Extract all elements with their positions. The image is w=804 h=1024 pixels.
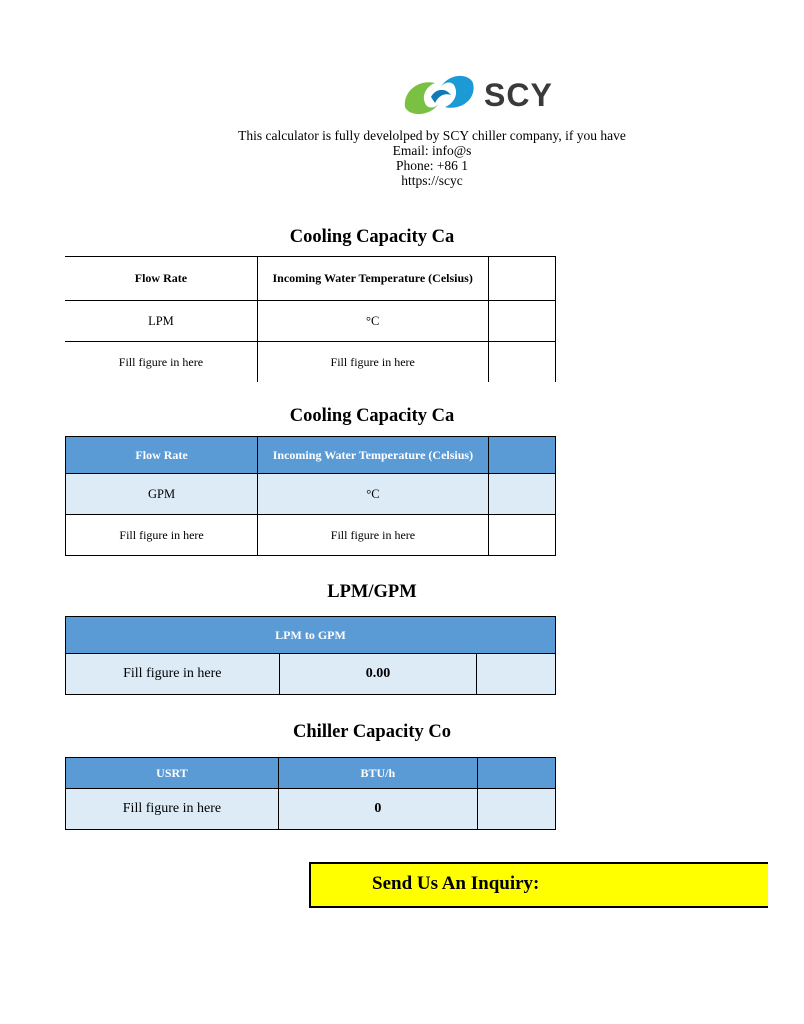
scy-logo-mark-icon [401, 73, 481, 119]
gpm-result: 0.00 [279, 654, 477, 695]
temp-unit-celsius: °C [257, 301, 488, 342]
water-temp-input[interactable]: Fill figure in here [257, 342, 488, 383]
gpm-calc-table [65, 436, 556, 556]
lpm-input[interactable]: Fill figure in here [66, 654, 280, 695]
converter-table [65, 616, 556, 695]
website-link[interactable]: https://scyc [401, 173, 463, 188]
converter-title: LPM/GPM [327, 582, 417, 602]
water-temp-input[interactable]: Fill figure in here [258, 515, 489, 556]
chiller-conv-table [65, 757, 556, 830]
intro-line: This calculator is fully develolped by SCY chiller company, if you have [238, 128, 626, 143]
phone-line: Phone: +86 1 [395, 158, 469, 173]
scy-logo [401, 73, 581, 119]
flow-unit-gpm: GPM [66, 474, 258, 515]
lpm-calc-title: Cooling Capacity Ca [289, 227, 455, 247]
flow-rate-header: Flow Rate [66, 437, 258, 474]
gpm-calc-title: Cooling Capacity Ca [289, 406, 455, 426]
flow-rate-header: Flow Rate [65, 257, 257, 301]
usrt-header: USRT [66, 758, 279, 789]
water-temp-header: Incoming Water Temperature (Celsius) [258, 437, 489, 474]
temp-unit-celsius: °C [258, 474, 489, 515]
inquiry-label: Send Us An Inquiry: [372, 873, 540, 894]
flow-rate-input[interactable]: Fill figure in here [66, 515, 258, 556]
scy-logo-text: SCY [484, 77, 553, 113]
btu-result: 0 [278, 789, 477, 830]
usrt-input[interactable]: Fill figure in here [66, 789, 279, 830]
flow-unit-lpm: LPM [65, 301, 257, 342]
chiller-conv-title: Chiller Capacity Co [293, 722, 451, 742]
lpm-to-gpm-header: LPM to GPM [66, 617, 556, 654]
inquiry-button[interactable] [309, 862, 768, 908]
email-line[interactable]: Email: info@s [392, 143, 472, 158]
flow-rate-input[interactable]: Fill figure in here [65, 342, 257, 383]
lpm-calc-table [65, 256, 556, 382]
intro-text [60, 128, 804, 188]
inquiry-label-clip [311, 864, 556, 906]
water-temp-header: Incoming Water Temperature (Celsius) [257, 257, 488, 301]
btu-header: BTU/h [278, 758, 477, 789]
